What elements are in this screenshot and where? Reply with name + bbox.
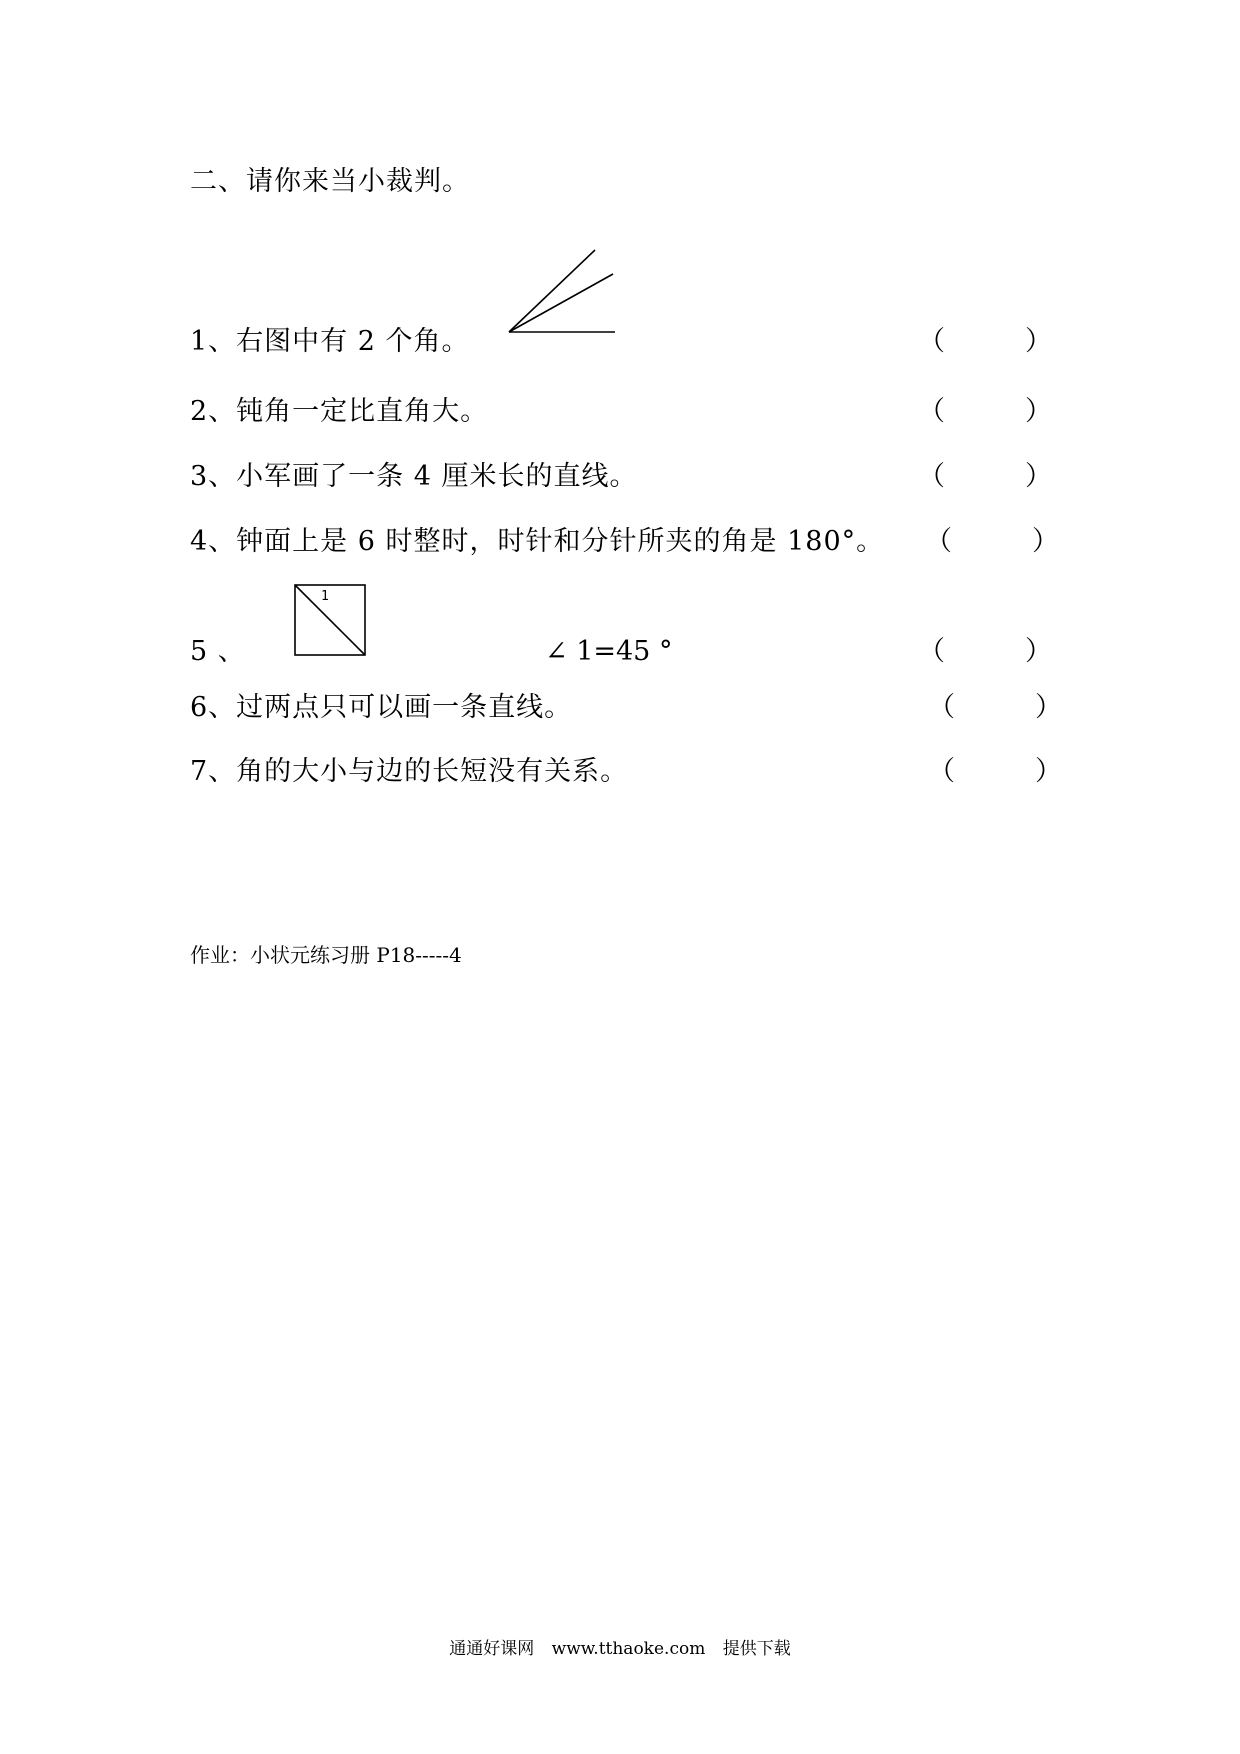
question-3-text: 3、小军画了一条 4 厘米长的直线。 <box>190 461 638 492</box>
section-heading: 二、请你来当小裁判。 <box>190 166 470 197</box>
question-2-text: 2、钝角一定比直角大。 <box>190 396 489 427</box>
question-1-text: 1、右图中有 2 个角。 <box>190 326 470 357</box>
question-7-answer-parens[interactable]: （ ） <box>928 756 1062 787</box>
square-diagonal-figure <box>294 584 366 656</box>
question-1-answer-parens[interactable]: （ ） <box>918 326 1052 357</box>
footer-url[interactable]: www.tthaoke.com <box>551 1639 706 1659</box>
question-2-answer-parens[interactable]: （ ） <box>918 396 1052 427</box>
question-4-text: 4、钟面上是 6 时整时，时针和分针所夹的角是 180°。 <box>190 526 885 557</box>
question-4-answer-parens[interactable]: （ ） <box>925 526 1059 557</box>
question-5-text: 5 、 <box>190 636 246 667</box>
question-5-answer-parens[interactable]: （ ） <box>918 636 1052 667</box>
angle-1-statement: ∠ 1=45 ° <box>545 636 673 667</box>
footer-site-name: 通通好课网 <box>449 1639 535 1659</box>
question-7-text: 7、角的大小与边的长短没有关系。 <box>190 756 629 787</box>
page-footer <box>0 1636 1240 1662</box>
homework-note: 作业：小状元练习册 P18-----4 <box>190 943 462 967</box>
square-diagonal <box>295 585 365 655</box>
footer-suffix: 提供下载 <box>722 1639 791 1659</box>
angle-1-label: 1 <box>321 589 329 604</box>
question-6-text: 6、过两点只可以画一条直线。 <box>190 692 573 723</box>
question-3-answer-parens[interactable]: （ ） <box>918 461 1052 492</box>
question-6-answer-parens[interactable]: （ ） <box>928 692 1062 723</box>
angle-rays-figure <box>505 244 617 336</box>
